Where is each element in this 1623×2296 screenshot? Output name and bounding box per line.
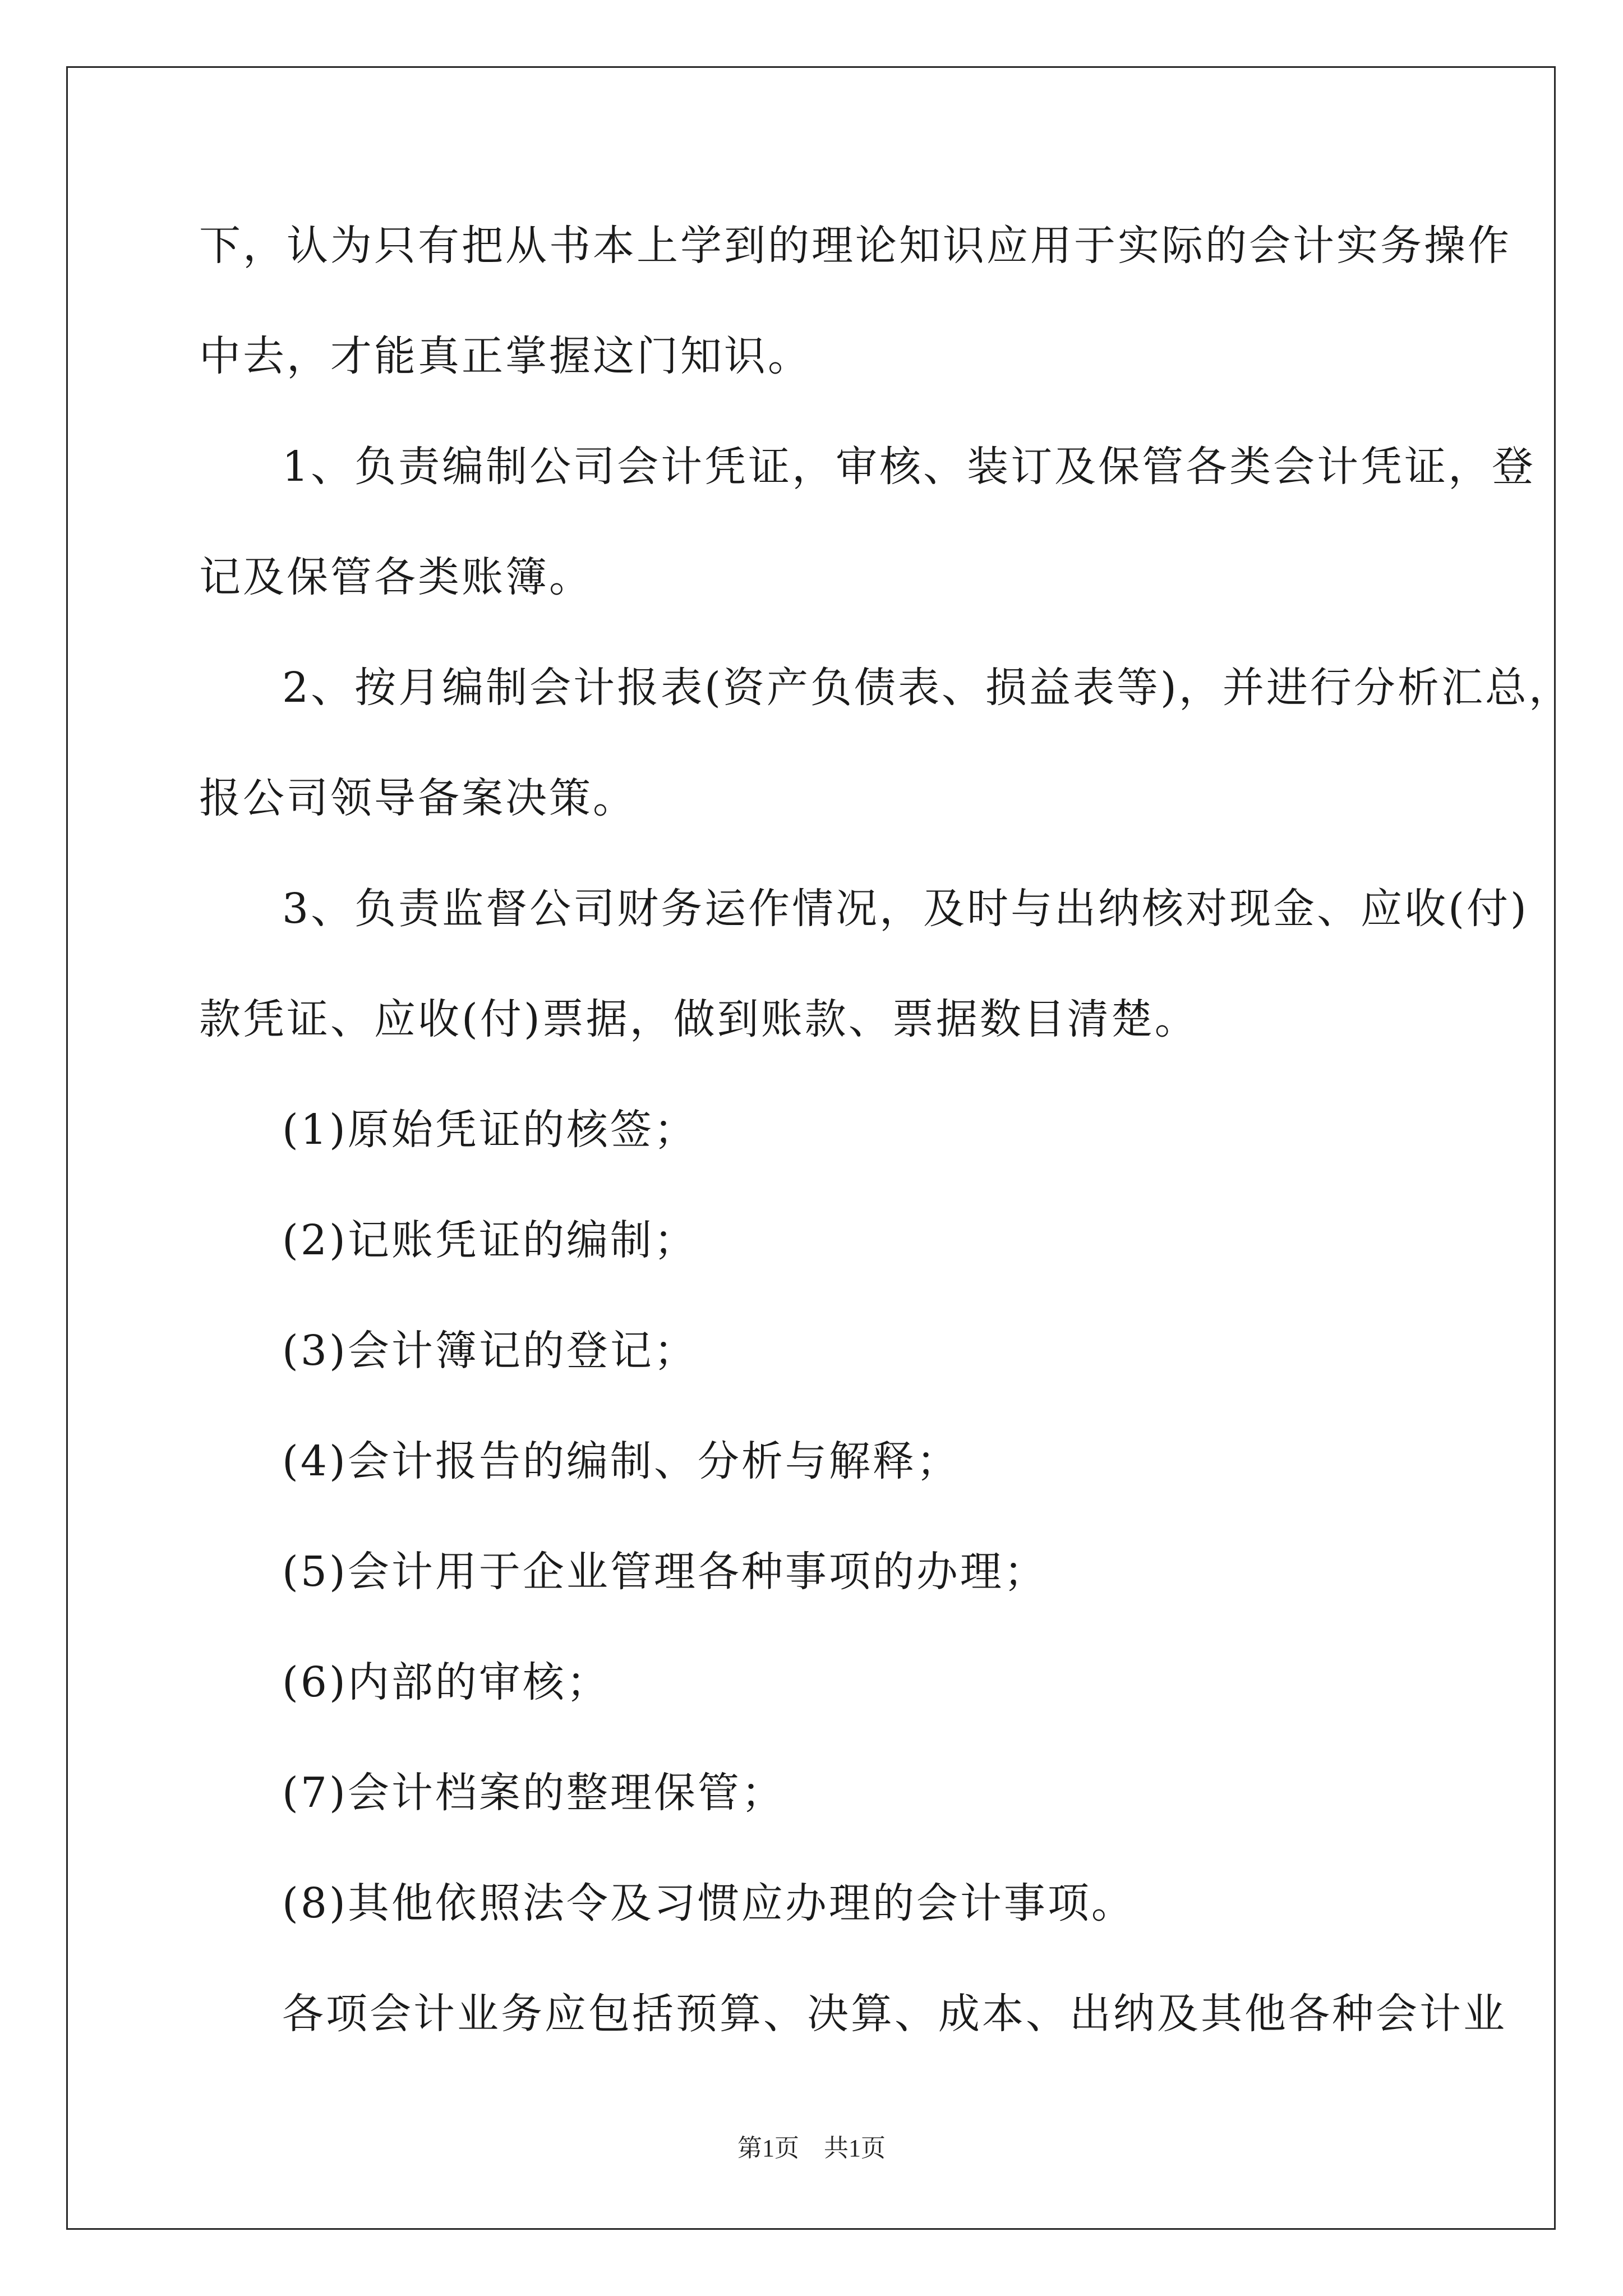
- text-line: 各项会计业务应包括预算、决算、成本、出纳及其他各种会计业: [282, 1990, 1507, 2038]
- list-item: (1)原始凭证的核签；: [282, 1106, 698, 1154]
- list-item: (6)内部的审核；: [282, 1658, 610, 1706]
- page-number-footer: 第1页 共1页: [737, 2134, 886, 2162]
- text-line: 2、按月编制会计报表(资产负债表、损益表等)，并进行分析汇总，: [282, 664, 1573, 712]
- text-line: 款凭证、应收(付)票据，做到账款、票据数目清楚。: [199, 995, 1198, 1043]
- text-line: 3、负责监督公司财务运作情况，及时与出纳核对现金、应收(付): [282, 885, 1529, 933]
- list-item: (2)记账凭证的编制；: [282, 1216, 698, 1264]
- list-item: (3)会计簿记的登记；: [282, 1327, 698, 1375]
- list-item: (5)会计用于企业管理各种事项的办理；: [282, 1548, 1048, 1596]
- text-line: 下，认为只有把从书本上学到的理论知识应用于实际的会计实务操作: [199, 222, 1511, 270]
- text-line: 报公司领导备案决策。: [199, 774, 637, 822]
- list-item: (7)会计档案的整理保管；: [282, 1769, 785, 1817]
- document-body: [199, 219, 1573, 2097]
- list-item: (8)其他依照法令及习惯应办理的会计事项。: [282, 1879, 1135, 1927]
- list-item: (4)会计报告的编制、分析与解释；: [282, 1437, 960, 1485]
- text-line: 1、负责编制公司会计凭证，审核、装订及保管各类会计凭证，登: [282, 443, 1536, 491]
- text-line: 记及保管各类账簿。: [199, 553, 593, 601]
- text-line: 中去，才能真正掌握这门知识。: [199, 332, 811, 380]
